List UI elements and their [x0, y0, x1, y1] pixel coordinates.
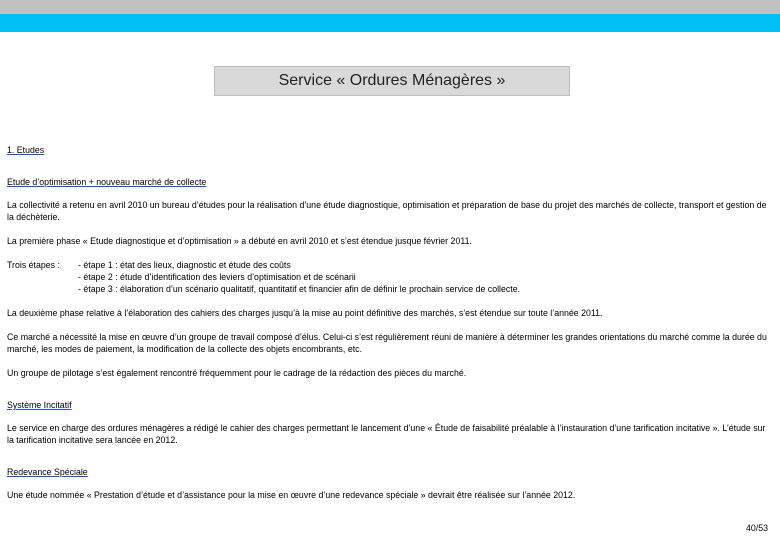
steps-label: Trois étapes : [7, 260, 60, 270]
section-heading-redevance-speciale[interactable]: Redevance Spéciale [7, 467, 88, 477]
paragraph-systeme-incitatif: Le service en charge des ordures ménagères a rédigé le cahier des charges permettant le lancement d’une « Étude de faisabilité préalable à l’instauration d’une tarification incitative ». L’étude sur la tarification incitative sera lancée en 2012. [7, 423, 766, 445]
paragraph-deuxieme-phase: La deuxième phase relative à l’élaboration des cahiers des charges jusqu’à la mise au point définitive des marchés, s’est étendue sur toute l’année 2011. [7, 308, 603, 318]
paragraph-premiere-phase: La première phase « Etude diagnostique et d’optimisation » a débuté en avril 2010 et s’est étendue jusque février 2011. [7, 236, 472, 246]
section-heading-systeme-incitatif[interactable]: Système Incitatif [7, 400, 72, 410]
paragraph-bureau-etudes: La collectivité a retenu en avril 2010 un bureau d’études pour la réalisation d’une étude diagnostique, optimisation et préparation de base du projet des marchés de collecte, transport et gestion de la déchèterie. [7, 200, 767, 222]
steps-list [78, 259, 767, 295]
step-item: - étape 3 : élaboration d’un scénario qualitatif, quantitatif et financier afin de définir le prochain service de collecte. [78, 284, 521, 294]
top-gray-band [0, 0, 780, 14]
paragraph-redevance-speciale: Une étude nommée « Prestation d’étude et d’assistance pour la mise en œuvre d’une redevance spéciale » devrait être réalisée sur l’année 2012. [7, 490, 576, 500]
slide-title [214, 66, 570, 96]
subheading-etude-optimisation[interactable]: Etude d’optimisation + nouveau marché de collecte [7, 177, 207, 187]
paragraph-groupe-travail: Ce marché a nécessité la mise en œuvre d’un groupe de travail composé d’élus. Celui-ci s’est régulièrement réuni de manière à déterminer les grandes orientations du marché comme la durée du marché, les modes de paiement, la modification de la collecte des objets encombrants, etc. [7, 332, 767, 354]
slide-content [7, 144, 767, 501]
slide-title-text: Service « Ordures Ménagères » [278, 72, 506, 89]
section-heading-etudes[interactable]: 1. Etudes [7, 145, 45, 155]
step-item: - étape 2 : étude d’identification des leviers d’optimisation et de scénarii [78, 272, 356, 282]
step-item: - étape 1 : état des lieux, diagnostic et étude des coûts [78, 260, 291, 270]
steps-block [7, 259, 767, 295]
paragraph-groupe-pilotage: Un groupe de pilotage s’est également rencontré fréquemment pour le cadrage de la rédaction des pièces du marché. [7, 368, 467, 378]
page-number: 40/53 [745, 523, 768, 533]
top-cyan-band [0, 14, 780, 32]
